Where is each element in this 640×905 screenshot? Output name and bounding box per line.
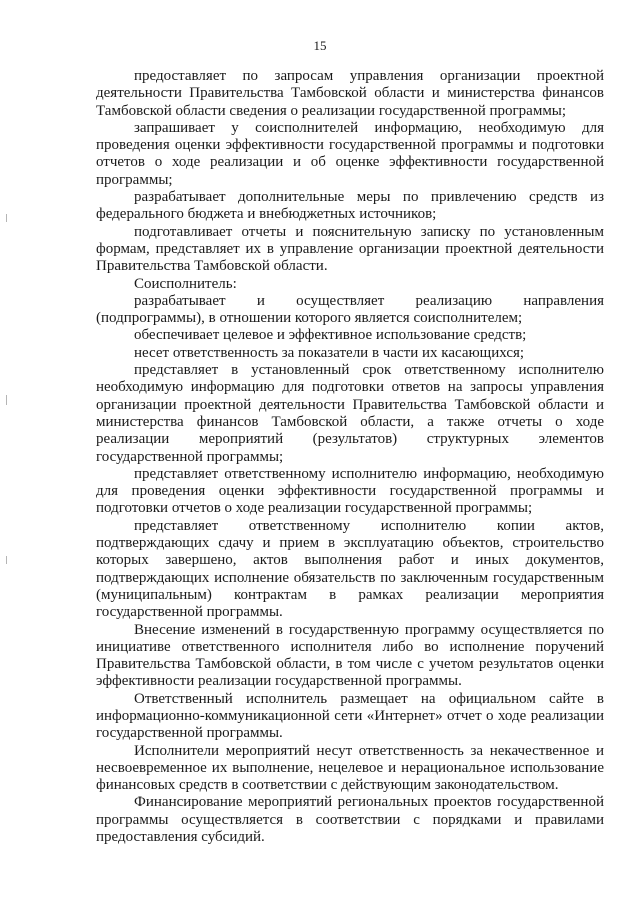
- paragraph: несет ответственность за показатели в части их касающихся;: [134, 344, 525, 361]
- paragraph: представляет ответственному исполнителю копии актов, подтверждающих сдачу и прием в эксплуатацию объектов, строительство которых завершено, актов выполнения работ и иных документов, подтверждающих исполнение обязательств по заключенным государственным (муниципальным) контрактам в рамках реализации мероприятия государственной программы.: [96, 517, 604, 621]
- page-number: 15: [313, 38, 327, 53]
- paragraph: Финансирование мероприятий региональных проектов государственной программы осуществляется в соответствии с порядками и правилами предоставления субсидий.: [96, 794, 604, 846]
- paragraph: представляет ответственному исполнителю информацию, необходимую для проведения оценки эффективности государственной программы и подготовки отчетов о ходе реализации государственной программы;: [96, 465, 604, 517]
- paragraph: разрабатывает дополнительные меры по привлечению средств из федерального бюджета и внебюджетных источников;: [96, 189, 604, 223]
- scan-margin-mark: [6, 556, 7, 564]
- scan-margin-mark: [6, 214, 7, 222]
- paragraph: Ответственный исполнитель размещает на официальном сайте в информационно-коммуникационной сети «Интернет» отчет о ходе реализации государственной программы.: [96, 690, 604, 742]
- paragraph: представляет в установленный срок ответственному исполнителю необходимую информацию для подготовки ответов на запросы управления организации проектной деятельности Правительства Тамбовской области и министерства финансов Тамбовской области, а также отчеты о ходе реализации мероприятий (результатов) структурных элементов государственной программы;: [96, 362, 604, 465]
- paragraph: разрабатывает и осуществляет реализацию направления (подпрограммы), в отношении которого является соисполнителем;: [96, 292, 604, 327]
- section-heading: Соисполнитель:: [134, 275, 237, 292]
- paragraph: обеспечивает целевое и эффективное использование средств;: [134, 327, 527, 344]
- paragraph: подготавливает отчеты и пояснительную записку по установленным формам, представляет их в управление организации проектной деятельности Правительства Тамбовской области.: [96, 223, 604, 275]
- paragraph: Исполнители мероприятий несут ответственность за некачественное и несвоевременное их выполнение, нецелевое и нерациональное использование финансовых средств в соответствии с действующим законодательством.: [96, 742, 604, 794]
- paragraph: предоставляет по запросам управления организации проектной деятельности Правительства Тамбовской области и министерства финансов Тамбовской области сведения о реализации государственной программы;: [96, 68, 604, 119]
- paragraph: Внесение изменений в государственную программу осуществляется по инициативе ответственного исполнителя либо во исполнение поручений Правительства Тамбовской области, в том числе с учетом результатов оценки эффективности реализации государственной программы.: [96, 621, 604, 690]
- scan-margin-mark: [6, 395, 7, 405]
- document-body: [96, 68, 604, 846]
- paragraph: запрашивает у соисполнителей информацию, необходимую для проведения оценки эффективности государственной программы и подготовки отчетов о ходе реализации и об оценке эффективности государственной программы;: [96, 119, 604, 188]
